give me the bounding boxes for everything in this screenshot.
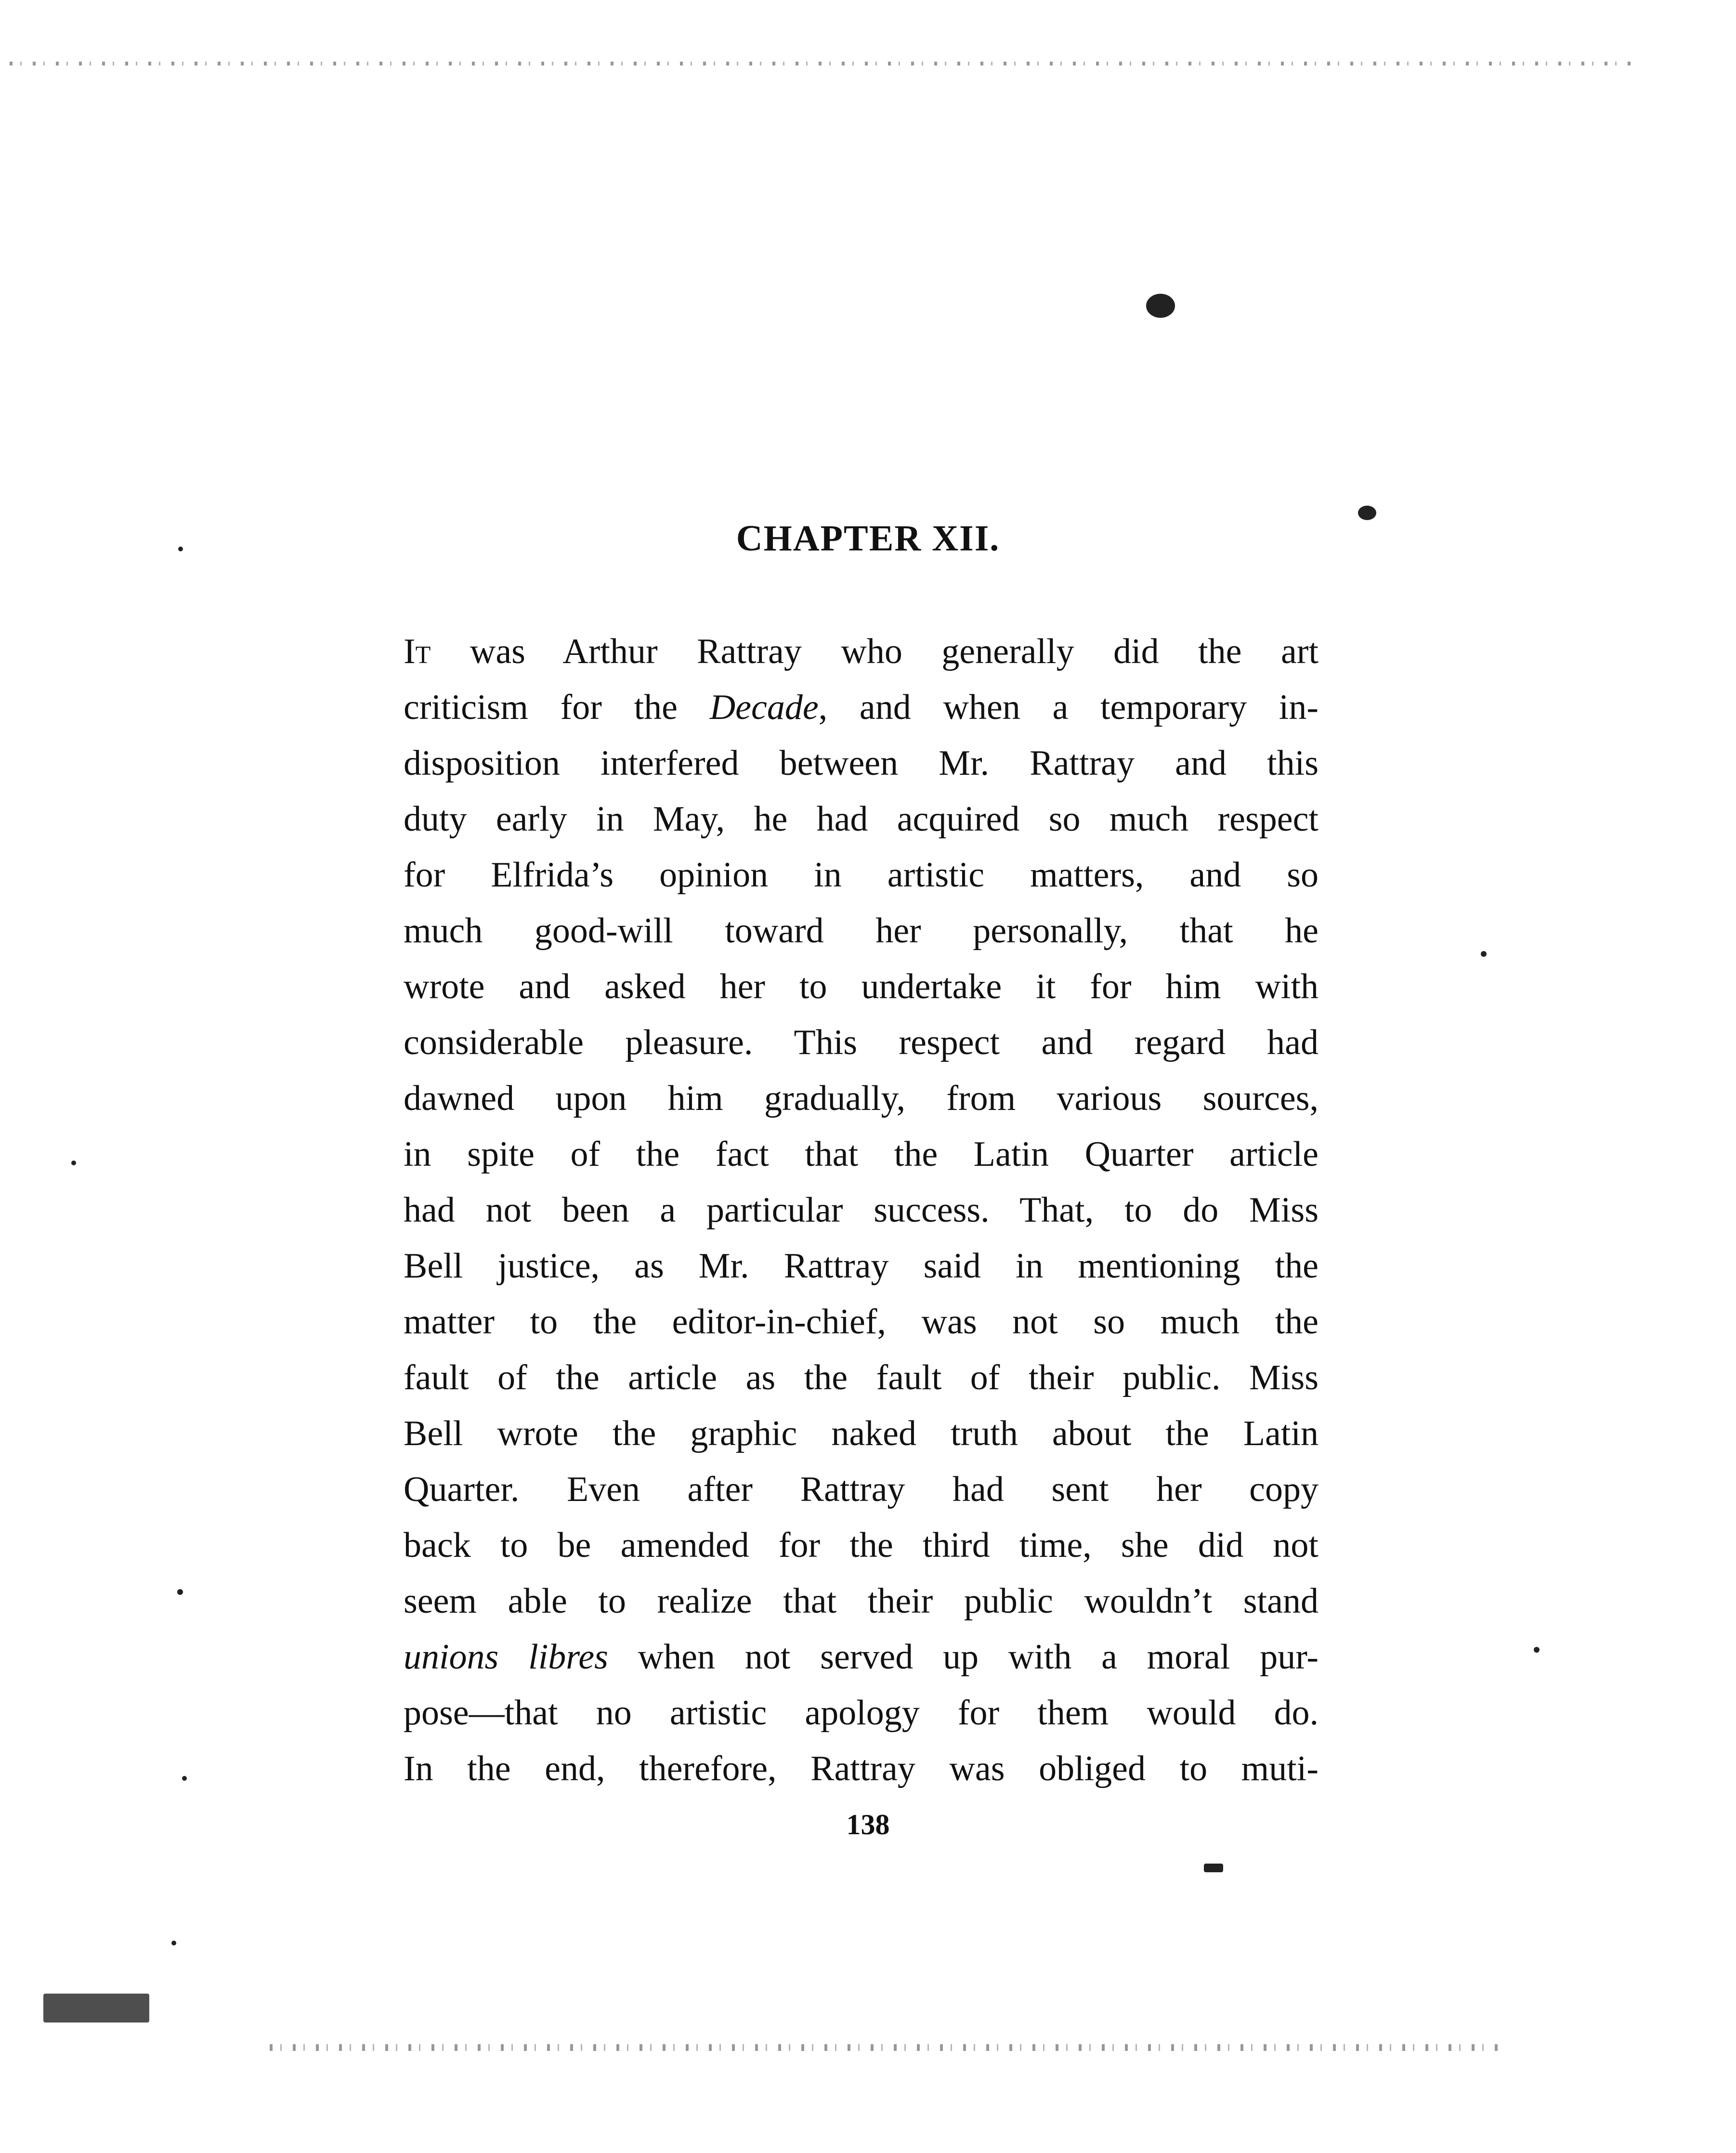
text-line bbox=[404, 1238, 1318, 1294]
text-line bbox=[404, 1070, 1318, 1126]
text-line-content: pose—that no artistic apology for them would do. bbox=[404, 1693, 1318, 1733]
text-line-content: for Elfrida’s opinion in artistic matters, and so bbox=[404, 855, 1318, 895]
text-line bbox=[404, 1461, 1318, 1517]
foreign-phrase: unions libres bbox=[404, 1637, 608, 1677]
chapter-title: CHAPTER XII. bbox=[736, 518, 1000, 559]
text-line bbox=[404, 1126, 1318, 1182]
text-line bbox=[404, 1573, 1318, 1629]
text-line-content: fault of the article as the fault of their public. Miss bbox=[404, 1358, 1318, 1397]
scan-noise-bottom bbox=[270, 2044, 1502, 2051]
text-line-content: criticism for the bbox=[404, 688, 710, 727]
text-line-content: back to be amended for the third time, she did not bbox=[404, 1526, 1318, 1565]
text-line bbox=[404, 847, 1318, 903]
text-line bbox=[404, 1015, 1318, 1070]
scan-speck bbox=[1146, 294, 1175, 318]
text-line-content: was Arthur Rattray who generally did the art bbox=[431, 632, 1318, 671]
scan-speck bbox=[1481, 951, 1487, 957]
text-line-content: dawned upon him gradually, from various sources, bbox=[404, 1079, 1318, 1118]
text-line bbox=[404, 959, 1318, 1015]
text-line-content: much good-will toward her personally, that he bbox=[404, 911, 1318, 951]
text-line bbox=[404, 1406, 1318, 1461]
text-line-content: matter to the editor-in-chief, was not so much the bbox=[404, 1302, 1318, 1342]
text-line bbox=[404, 791, 1318, 847]
text-line bbox=[404, 1182, 1318, 1238]
scan-noise-top bbox=[10, 62, 1637, 65]
text-line bbox=[404, 1294, 1318, 1350]
text-line bbox=[404, 1629, 1318, 1685]
publication-title: Decade bbox=[709, 688, 819, 727]
text-line-content: considerable pleasure. This respect and regard had bbox=[404, 1023, 1318, 1062]
text-line bbox=[404, 1517, 1318, 1573]
text-line bbox=[404, 903, 1318, 959]
text-line-content: wrote and asked her to undertake it for him with bbox=[404, 967, 1318, 1006]
text-line-content: seem able to realize that their public wouldn’t stand bbox=[404, 1581, 1318, 1621]
text-line-content: when not served up with a moral pur- bbox=[608, 1637, 1318, 1677]
scan-speck bbox=[1534, 1647, 1540, 1653]
text-line-content: Quarter. Even after Rattray had sent her copy bbox=[404, 1470, 1318, 1509]
text-line-content: In the end, therefore, Rattray was obliged to muti- bbox=[404, 1749, 1318, 1788]
scan-speck bbox=[1204, 1864, 1223, 1872]
scan-speck bbox=[177, 1589, 183, 1595]
page-number: 138 bbox=[846, 1809, 890, 1840]
text-line bbox=[404, 1685, 1318, 1741]
drop-lead-word: It bbox=[404, 632, 431, 671]
scan-speck bbox=[182, 1776, 187, 1781]
scan-speck bbox=[171, 1941, 176, 1945]
text-line-content: had not been a particular success. That, to do Miss bbox=[404, 1190, 1318, 1230]
text-line bbox=[404, 624, 1318, 679]
text-line bbox=[404, 1350, 1318, 1406]
body-text bbox=[404, 624, 1318, 1797]
scan-speck bbox=[71, 1161, 76, 1165]
scan-speck bbox=[43, 1994, 149, 2023]
text-line-content: Bell wrote the graphic naked truth about the Latin bbox=[404, 1414, 1318, 1453]
text-line-content: duty early in May, he had acquired so much respect bbox=[404, 799, 1318, 839]
text-line bbox=[404, 1741, 1318, 1797]
text-line-content: Bell justice, as Mr. Rattray said in mentioning the bbox=[404, 1246, 1318, 1286]
text-line bbox=[404, 679, 1318, 735]
text-line-content: disposition interfered between Mr. Rattray and this bbox=[404, 744, 1318, 783]
text-line-content: in spite of the fact that the Latin Quarter article bbox=[404, 1135, 1318, 1174]
text-line bbox=[404, 735, 1318, 791]
text-line-content: , and when a temporary in- bbox=[818, 688, 1318, 727]
